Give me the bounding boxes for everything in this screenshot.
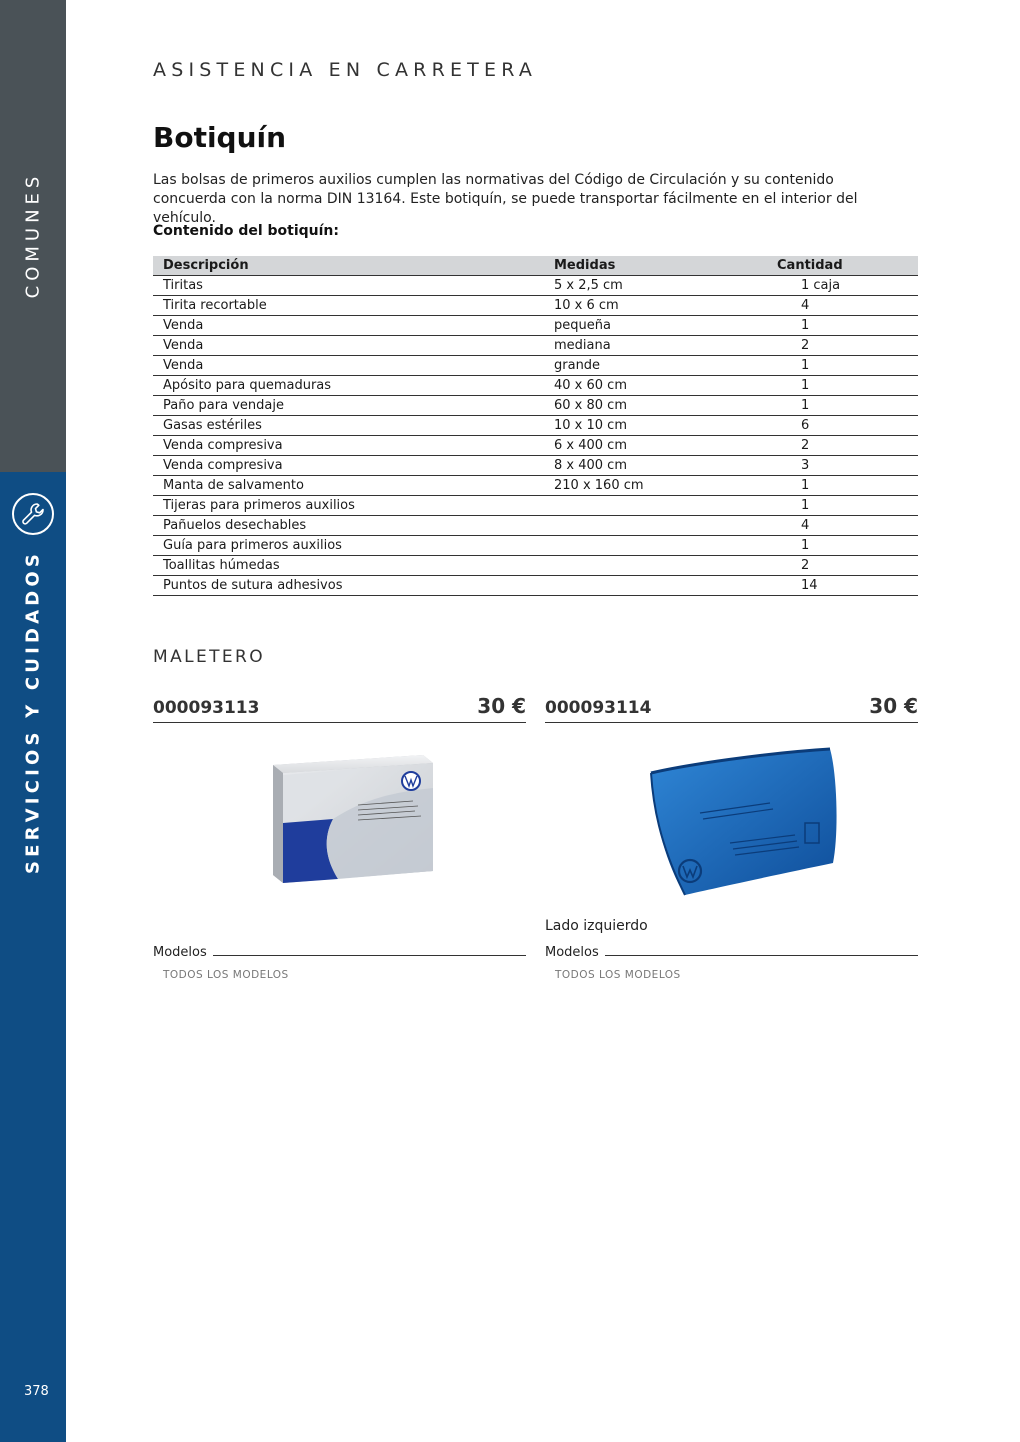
table-header-row	[153, 256, 918, 275]
contents-table	[153, 256, 918, 596]
product-note: Lado izquierdo	[545, 918, 648, 934]
product-price: 30 €	[869, 694, 918, 718]
cell-medidas	[544, 575, 767, 595]
table-row	[153, 395, 918, 415]
cell-cantidad: 1	[767, 315, 918, 335]
cell-descripcion: Paño para vendaje	[153, 395, 544, 415]
cell-cantidad: 1	[767, 395, 918, 415]
cell-medidas: pequeña	[544, 315, 767, 335]
cell-cantidad: 1	[767, 495, 918, 515]
table-row	[153, 555, 918, 575]
cell-descripcion: Venda compresiva	[153, 455, 544, 475]
cell-descripcion: Toallitas húmedas	[153, 555, 544, 575]
table-row	[153, 375, 918, 395]
first-aid-bag-image	[645, 743, 845, 907]
cell-cantidad: 1	[767, 355, 918, 375]
cell-medidas	[544, 495, 767, 515]
product-card	[153, 693, 526, 981]
cell-medidas: 10 x 6 cm	[544, 295, 767, 315]
cell-cantidad: 14	[767, 575, 918, 595]
cell-cantidad: 2	[767, 335, 918, 355]
section-label: ASISTENCIA EN CARRETERA	[153, 59, 538, 81]
cell-cantidad: 4	[767, 295, 918, 315]
table-row	[153, 495, 918, 515]
cell-descripcion: Venda	[153, 315, 544, 335]
models-row	[153, 945, 526, 960]
models-value: TODOS LOS MODELOS	[555, 969, 681, 981]
models-value: TODOS LOS MODELOS	[163, 969, 289, 981]
cell-descripcion: Tijeras para primeros auxilios	[153, 495, 544, 515]
table-row	[153, 575, 918, 595]
cell-descripcion: Pañuelos desechables	[153, 515, 544, 535]
cell-medidas	[544, 515, 767, 535]
cell-descripcion: Tiritas	[153, 275, 544, 295]
table-row	[153, 435, 918, 455]
cell-medidas	[544, 555, 767, 575]
cell-cantidad: 4	[767, 515, 918, 535]
page-number: 378	[24, 1384, 49, 1399]
table-row	[153, 415, 918, 435]
cell-cantidad: 2	[767, 435, 918, 455]
cell-descripcion: Puntos de sutura adhesivos	[153, 575, 544, 595]
product-header	[153, 693, 526, 723]
models-label: Modelos	[153, 945, 207, 960]
models-divider	[213, 955, 526, 956]
cell-medidas: grande	[544, 355, 767, 375]
header-cantidad: Cantidad	[767, 256, 918, 275]
contents-heading: Contenido del botiquín:	[153, 223, 339, 239]
cell-cantidad: 3	[767, 455, 918, 475]
sidebar-bottom-text: SERVICIOS Y CUIDADOS	[22, 549, 44, 875]
table-body	[153, 275, 918, 595]
cell-medidas: 40 x 60 cm	[544, 375, 767, 395]
cell-cantidad: 1	[767, 475, 918, 495]
header-descripcion: Descripción	[153, 256, 544, 275]
cell-medidas: 10 x 10 cm	[544, 415, 767, 435]
table-row	[153, 535, 918, 555]
models-row	[545, 945, 918, 960]
cell-cantidad: 1 caja	[767, 275, 918, 295]
product-card	[545, 693, 918, 981]
cell-descripcion: Apósito para quemaduras	[153, 375, 544, 395]
cell-cantidad: 1	[767, 375, 918, 395]
maletero-label: MALETERO	[153, 647, 266, 667]
cell-medidas: 8 x 400 cm	[544, 455, 767, 475]
cell-medidas: mediana	[544, 335, 767, 355]
wrench-icon	[12, 493, 54, 535]
cell-medidas: 210 x 160 cm	[544, 475, 767, 495]
header-medidas: Medidas	[544, 256, 767, 275]
cell-descripcion: Venda	[153, 355, 544, 375]
cell-descripcion: Tirita recortable	[153, 295, 544, 315]
table-row	[153, 475, 918, 495]
models-divider	[605, 955, 918, 956]
cell-medidas: 5 x 2,5 cm	[544, 275, 767, 295]
cell-descripcion: Venda	[153, 335, 544, 355]
cell-medidas: 6 x 400 cm	[544, 435, 767, 455]
table-row	[153, 275, 918, 295]
table-row	[153, 315, 918, 335]
cell-cantidad: 1	[767, 535, 918, 555]
cell-medidas: 60 x 80 cm	[544, 395, 767, 415]
table-row	[153, 455, 918, 475]
first-aid-box-image	[263, 743, 438, 892]
product-header	[545, 693, 918, 723]
cell-descripcion: Venda compresiva	[153, 435, 544, 455]
product-price: 30 €	[477, 694, 526, 718]
table-row	[153, 335, 918, 355]
cell-descripcion: Manta de salvamento	[153, 475, 544, 495]
cell-descripcion: Gasas estériles	[153, 415, 544, 435]
cell-descripcion: Guía para primeros auxilios	[153, 535, 544, 555]
product-code: 000093114	[545, 698, 652, 718]
intro-text: Las bolsas de primeros auxilios cumplen las normativas del Código de Circulación y su contenido concuerda con la norma DIN 13164. Este botiquín, se puede transportar fácilmente en el interior del vehículo.	[153, 172, 858, 226]
cell-cantidad: 2	[767, 555, 918, 575]
models-label: Modelos	[545, 945, 599, 960]
product-code: 000093113	[153, 698, 260, 718]
table-row	[153, 355, 918, 375]
table-row	[153, 295, 918, 315]
sidebar-top-text: COMUNES	[22, 171, 44, 299]
cell-cantidad: 6	[767, 415, 918, 435]
table-row	[153, 515, 918, 535]
page-title: Botiquín	[153, 121, 287, 154]
cell-medidas	[544, 535, 767, 555]
